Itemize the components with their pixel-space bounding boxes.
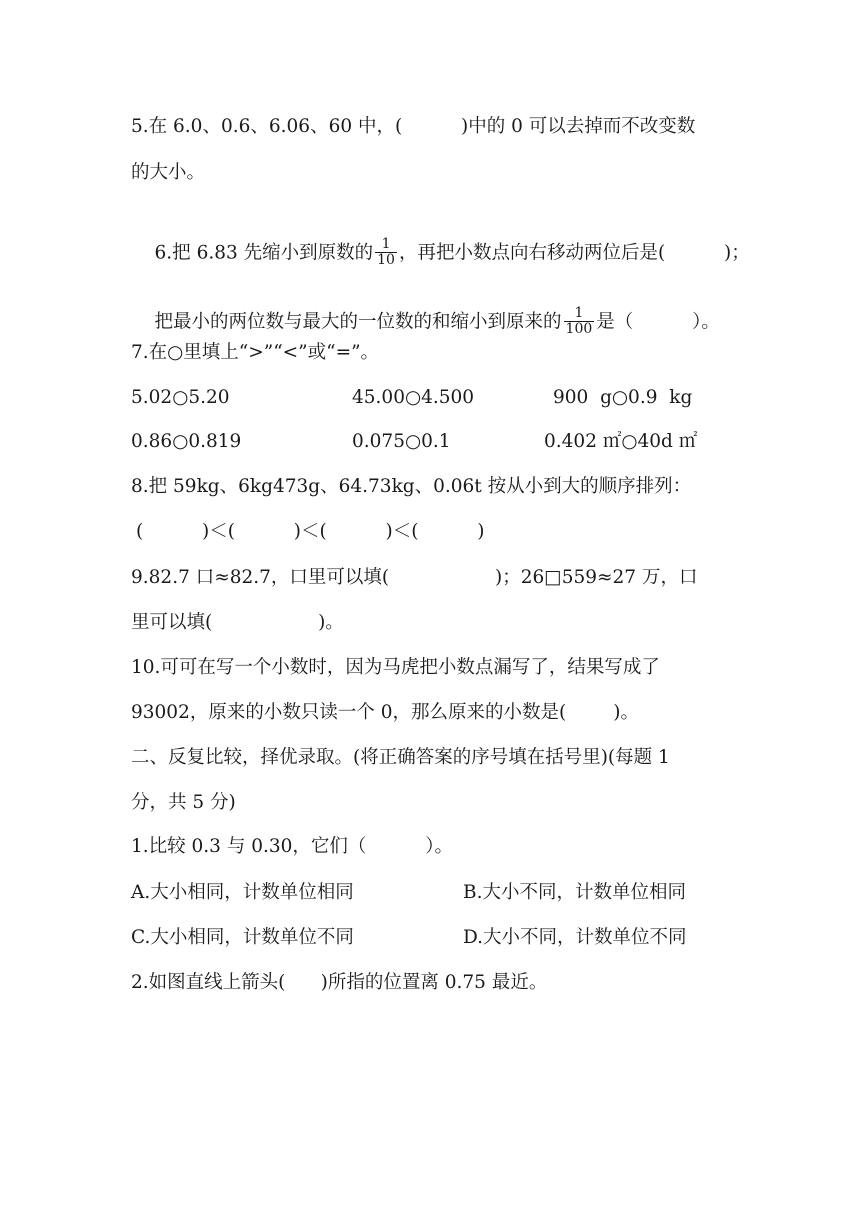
fraction-denominator: 10 <box>377 252 395 268</box>
s2-q2-stem: 2.如图直线上箭头( )所指的位置离 0.75 最近。 <box>131 972 548 993</box>
q8-line2: ( )＜( )＜( )＜( ) <box>136 521 485 542</box>
q7-row2-item1: 0.86○0.819 <box>131 431 242 452</box>
q6-line1-text-a: 6.把 6.83 先缩小到原数的 <box>154 242 374 264</box>
section2-heading-line1: 二、反复比较，择优录取。(将正确答案的序号填在括号里)(每题 1 <box>131 747 670 768</box>
fraction-numerator: 1 <box>564 306 595 322</box>
q7-row1-item1: 5.02○5.20 <box>131 387 230 408</box>
q6-line2-text-a: 把最小的两位数与最大的一位数的和缩小到原来的 <box>154 311 562 333</box>
fraction-denominator: 100 <box>565 321 593 337</box>
fraction-one-hundredth <box>564 306 595 337</box>
s2-q1-option-b: B.大小不同，计数单位相同 <box>463 882 686 903</box>
q7-row1-item3: 900 g○0.9 kg <box>553 387 693 408</box>
q9-line1: 9.82.7 口≈82.7，口里可以填( )；26□559≈27 万，口 <box>131 567 698 588</box>
s2-q1-stem: 1.比较 0.3 与 0.30，它们（ ）。 <box>131 836 453 857</box>
section2-heading-line2: 分，共 5 分) <box>131 792 236 813</box>
q7-row1-item2: 45.00○4.500 <box>352 387 475 408</box>
q5-line1: 5.在 6.0、0.6、6.06、60 中，( )中的 0 可以去掉而不改变数 <box>131 116 696 137</box>
q7-row2-item3: 0.402 ㎡○40d ㎡ <box>544 431 698 452</box>
q7-row2-item2: 0.075○0.1 <box>352 431 451 452</box>
q6-line1-text-b: ，再把小数点向右移动两位后是( )； <box>398 242 750 264</box>
q6-line2-text-b: 是（ ）。 <box>596 311 720 333</box>
q8-line1: 8.把 59kg、6kg473g、64.73kg、0.06t 按从小到大的顺序排列： <box>131 476 692 497</box>
s2-q1-option-d: D.大小不同，计数单位不同 <box>463 927 687 948</box>
q7-prompt: 7.在○里填上“>”“<”或“=”。 <box>131 342 380 363</box>
q9-line2: 里可以填( )。 <box>131 612 344 633</box>
q10-line2: 93002，原来的小数只读一个 0，那么原来的小数是( )。 <box>131 702 639 723</box>
s2-q1-option-a: A.大小相同，计数单位相同 <box>131 882 354 903</box>
q5-line2: 的大小。 <box>131 162 206 183</box>
s2-q1-option-c: C.大小相同，计数单位不同 <box>131 927 354 948</box>
fraction-one-tenth <box>375 237 397 268</box>
q6-line1 <box>131 214 750 293</box>
fraction-numerator: 1 <box>375 237 397 253</box>
q10-line1: 10.可可在写一个小数时，因为马虎把小数点漏写了，结果写成了 <box>131 657 660 678</box>
